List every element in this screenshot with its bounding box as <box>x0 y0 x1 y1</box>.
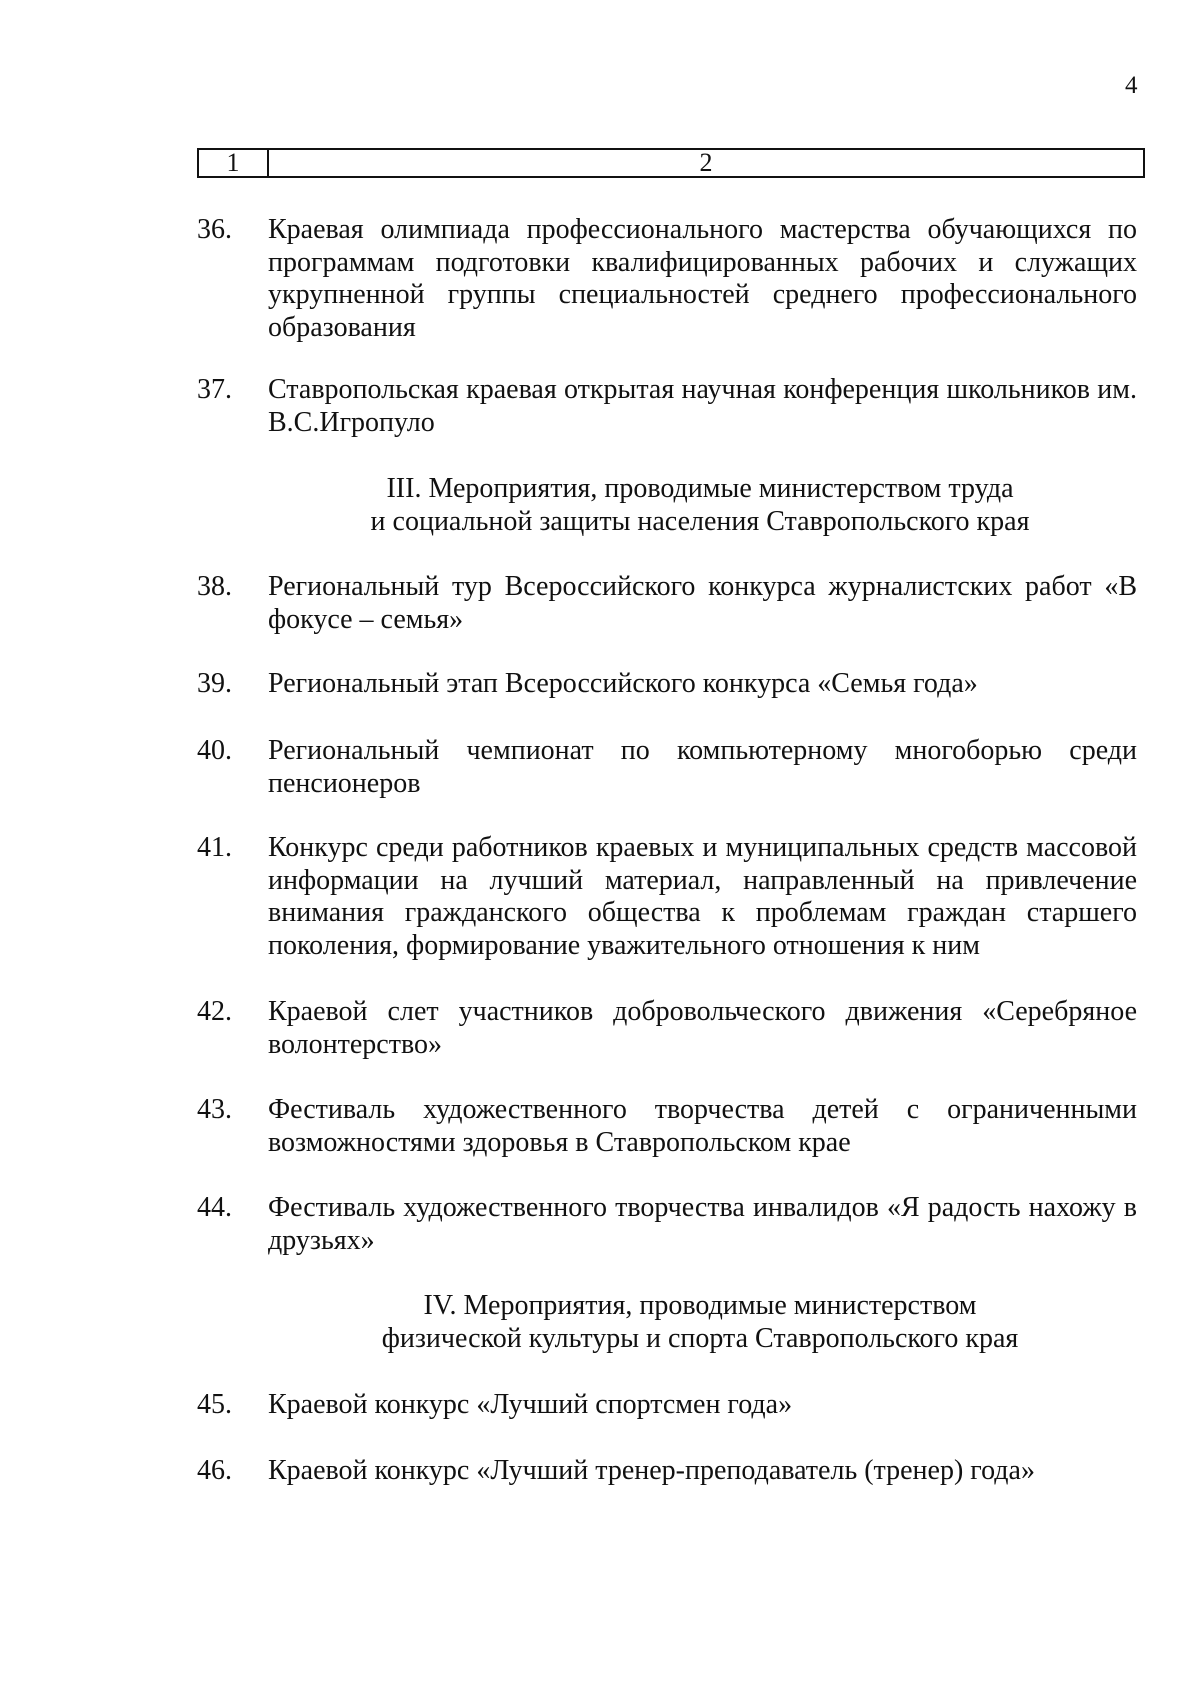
item-number: 38. <box>197 571 232 602</box>
item-text: Краевая олимпиада профессионального мастерства обучающихся по программам подготовки квалифицированных рабочих и служащих укрупненной группы специальностей среднего профессионального образования <box>268 214 1137 343</box>
list-item <box>197 374 1137 439</box>
section-heading <box>270 1289 1130 1355</box>
section-heading-line: и социальной защиты населения Ставропольского края <box>370 506 1030 537</box>
item-number: 43. <box>197 1094 232 1125</box>
section-heading-line: физической культуры и спорта Ставропольского края <box>381 1323 1019 1354</box>
section-heading-line: IV. Мероприятия, проводимые министерством <box>423 1290 977 1321</box>
list-item <box>197 735 1137 800</box>
column-number-1: 1 <box>199 150 269 176</box>
item-text: Краевой конкурс «Лучший тренер-преподаватель (тренер) года» <box>268 1455 1035 1486</box>
list-item <box>197 832 1137 962</box>
item-text: Региональный чемпионат по компьютерному многоборью среди пенсионеров <box>268 735 1137 799</box>
item-number: 46. <box>197 1455 232 1486</box>
item-text: Региональный этап Всероссийского конкурса «Семья года» <box>268 668 978 699</box>
item-text: Фестиваль художественного творчества инвалидов «Я радость нахожу в друзьях» <box>268 1192 1137 1256</box>
item-text: Ставропольская краевая открытая научная конференция школьников им. В.С.Игропуло <box>268 374 1137 438</box>
item-number: 40. <box>197 735 232 766</box>
table-column-header <box>197 148 1145 178</box>
item-number: 42. <box>197 996 232 1027</box>
item-number: 44. <box>197 1192 232 1223</box>
item-number: 39. <box>197 668 232 699</box>
section-heading <box>270 472 1130 538</box>
item-text: Фестиваль художественного творчества детей с ограниченными возможностями здоровья в Ставропольском крае <box>268 1094 1137 1158</box>
list-item <box>197 1455 1137 1488</box>
list-item <box>197 668 1137 701</box>
item-number: 41. <box>197 832 232 863</box>
item-number: 37. <box>197 374 232 405</box>
item-number: 36. <box>197 214 232 245</box>
list-item <box>197 1094 1137 1159</box>
item-text: Конкурс среди работников краевых и муниципальных средств массовой информации на лучший материал, направленный на привлечение внимания гражданского общества к проблемам граждан старшего поколения, формирование уважительного отношения к ним <box>268 832 1137 961</box>
list-item <box>197 1192 1137 1257</box>
item-text: Краевой слет участников добровольческого движения «Серебряное волонтерство» <box>268 996 1137 1060</box>
item-number: 45. <box>197 1389 232 1420</box>
list-item <box>197 996 1137 1061</box>
list-item <box>197 214 1137 344</box>
item-text: Краевой конкурс «Лучший спортсмен года» <box>268 1389 793 1420</box>
column-number-2: 2 <box>699 148 713 177</box>
list-item <box>197 571 1137 636</box>
list-item <box>197 1389 1137 1422</box>
section-heading-line: III. Мероприятия, проводимые министерством труда <box>386 473 1014 504</box>
page-number: 4 <box>1125 72 1138 99</box>
item-text: Региональный тур Всероссийского конкурса журналистских работ «В фокусе – семья» <box>268 571 1137 635</box>
